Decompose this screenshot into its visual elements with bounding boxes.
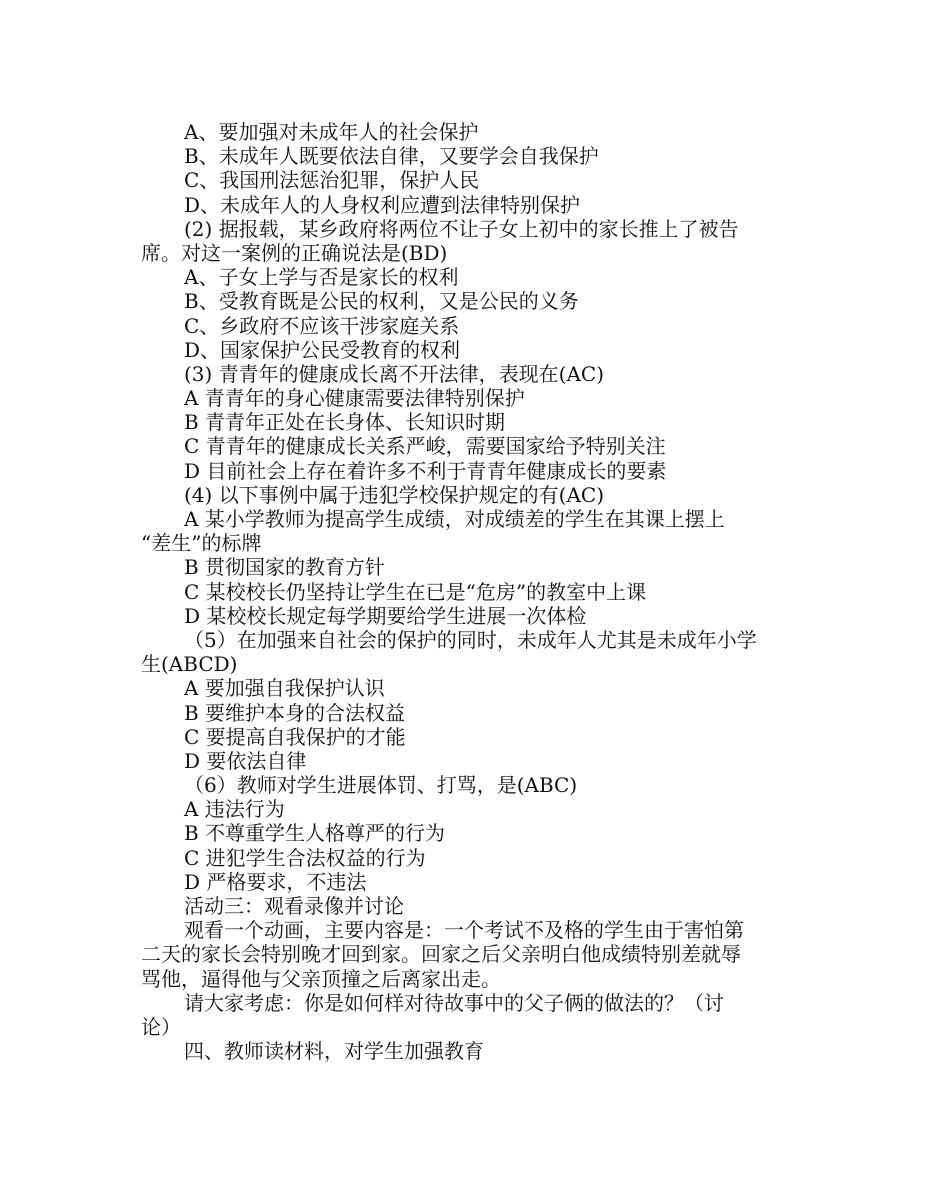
text-line: A 青青年的身心健康需要法律特别保护 (184, 386, 525, 411)
text-line: 请大家考虑：你是如何样对待故事中的父子俩的做法的？（讨 (184, 990, 724, 1015)
text-line: C 进犯学生合法权益的行为 (184, 845, 426, 870)
text-line: C 要提高自我保护的才能 (184, 724, 406, 749)
text-line: (3) 青青年的健康成长离不开法律，表现在(AC) (184, 361, 605, 386)
text-line: D 目前社会上存在着许多不利于青青年健康成长的要素 (184, 458, 667, 483)
text-line: 骂他，逼得他与父亲顶撞之后离家出走。 (141, 966, 501, 991)
text-line: 席。对这一案例的正确说法是(BD) (141, 240, 448, 265)
text-line: B 青青年正处在长身体、长知识时期 (184, 410, 506, 435)
text-line: （5）在加强来自社会的保护的同时，未成年人尤其是未成年小学 (184, 627, 757, 652)
text-line: C、我国刑法惩治犯罪，保护人民 (184, 168, 480, 193)
text-line: A 违法行为 (184, 797, 285, 822)
text-line: 活动三：观看录像并讨论 (184, 894, 404, 918)
text-line: B 不尊重学生人格尊严的行为 (184, 821, 446, 846)
text-line: （6）教师对学生进展体罚、打骂，是(ABC) (184, 773, 578, 798)
text-line: A 某小学教师为提高学生成绩，对成绩差的学生在其课上摆上 (184, 507, 725, 531)
text-line: 论） (141, 1014, 181, 1039)
text-line: C 青青年的健康成长关系严峻，需要国家给予特别关注 (184, 434, 666, 459)
text-line: B、受教育既是公民的权利，又是公民的义务 (184, 289, 579, 314)
text-line: 四、教师读材料，对学生加强教育 (184, 1039, 484, 1064)
text-line: A、子女上学与否是家长的权利 (184, 265, 459, 290)
document-body (141, 120, 813, 1063)
text-line: D 要依法自律 (184, 748, 307, 773)
text-line: (4) 以下事例中属于违犯学校保护规定的有(AC) (184, 482, 605, 507)
text-line: B、未成年人既要依法自律，又要学会自我保护 (184, 144, 599, 169)
text-line: D 严格要求，不违法 (184, 869, 367, 894)
text-line: B 贯彻国家的教育方针 (184, 555, 386, 580)
text-line: D、未成年人的人身权利应遭到法律特别保护 (184, 192, 581, 217)
text-line: D 某校校长规定每学期要给学生进展一次体检 (184, 603, 587, 628)
text-line: 观看一个动画，主要内容是：一个考试不及格的学生由于害怕第 (184, 918, 744, 943)
text-line: “差生”的标牌 (141, 531, 262, 556)
text-line: A、要加强对未成年人的社会保护 (184, 120, 479, 144)
text-line: A 要加强自我保护认识 (184, 676, 385, 701)
text-line: B 要维护本身的合法权益 (184, 700, 406, 725)
text-line: 二天的家长会特别晚才回到家。回家之后父亲明白他成绩特别差就辱 (141, 942, 741, 967)
text-line: C、乡政府不应该干涉家庭关系 (184, 313, 460, 338)
text-line: 生(ABCD) (141, 652, 238, 677)
text-line: D、国家保护公民受教育的权利 (184, 337, 461, 362)
text-line: C 某校校长仍坚持让学生在已是“危房”的教室中上课 (184, 579, 647, 604)
text-line: (2) 据报载，某乡政府将两位不让子女上初中的家长推上了被告 (184, 216, 739, 241)
